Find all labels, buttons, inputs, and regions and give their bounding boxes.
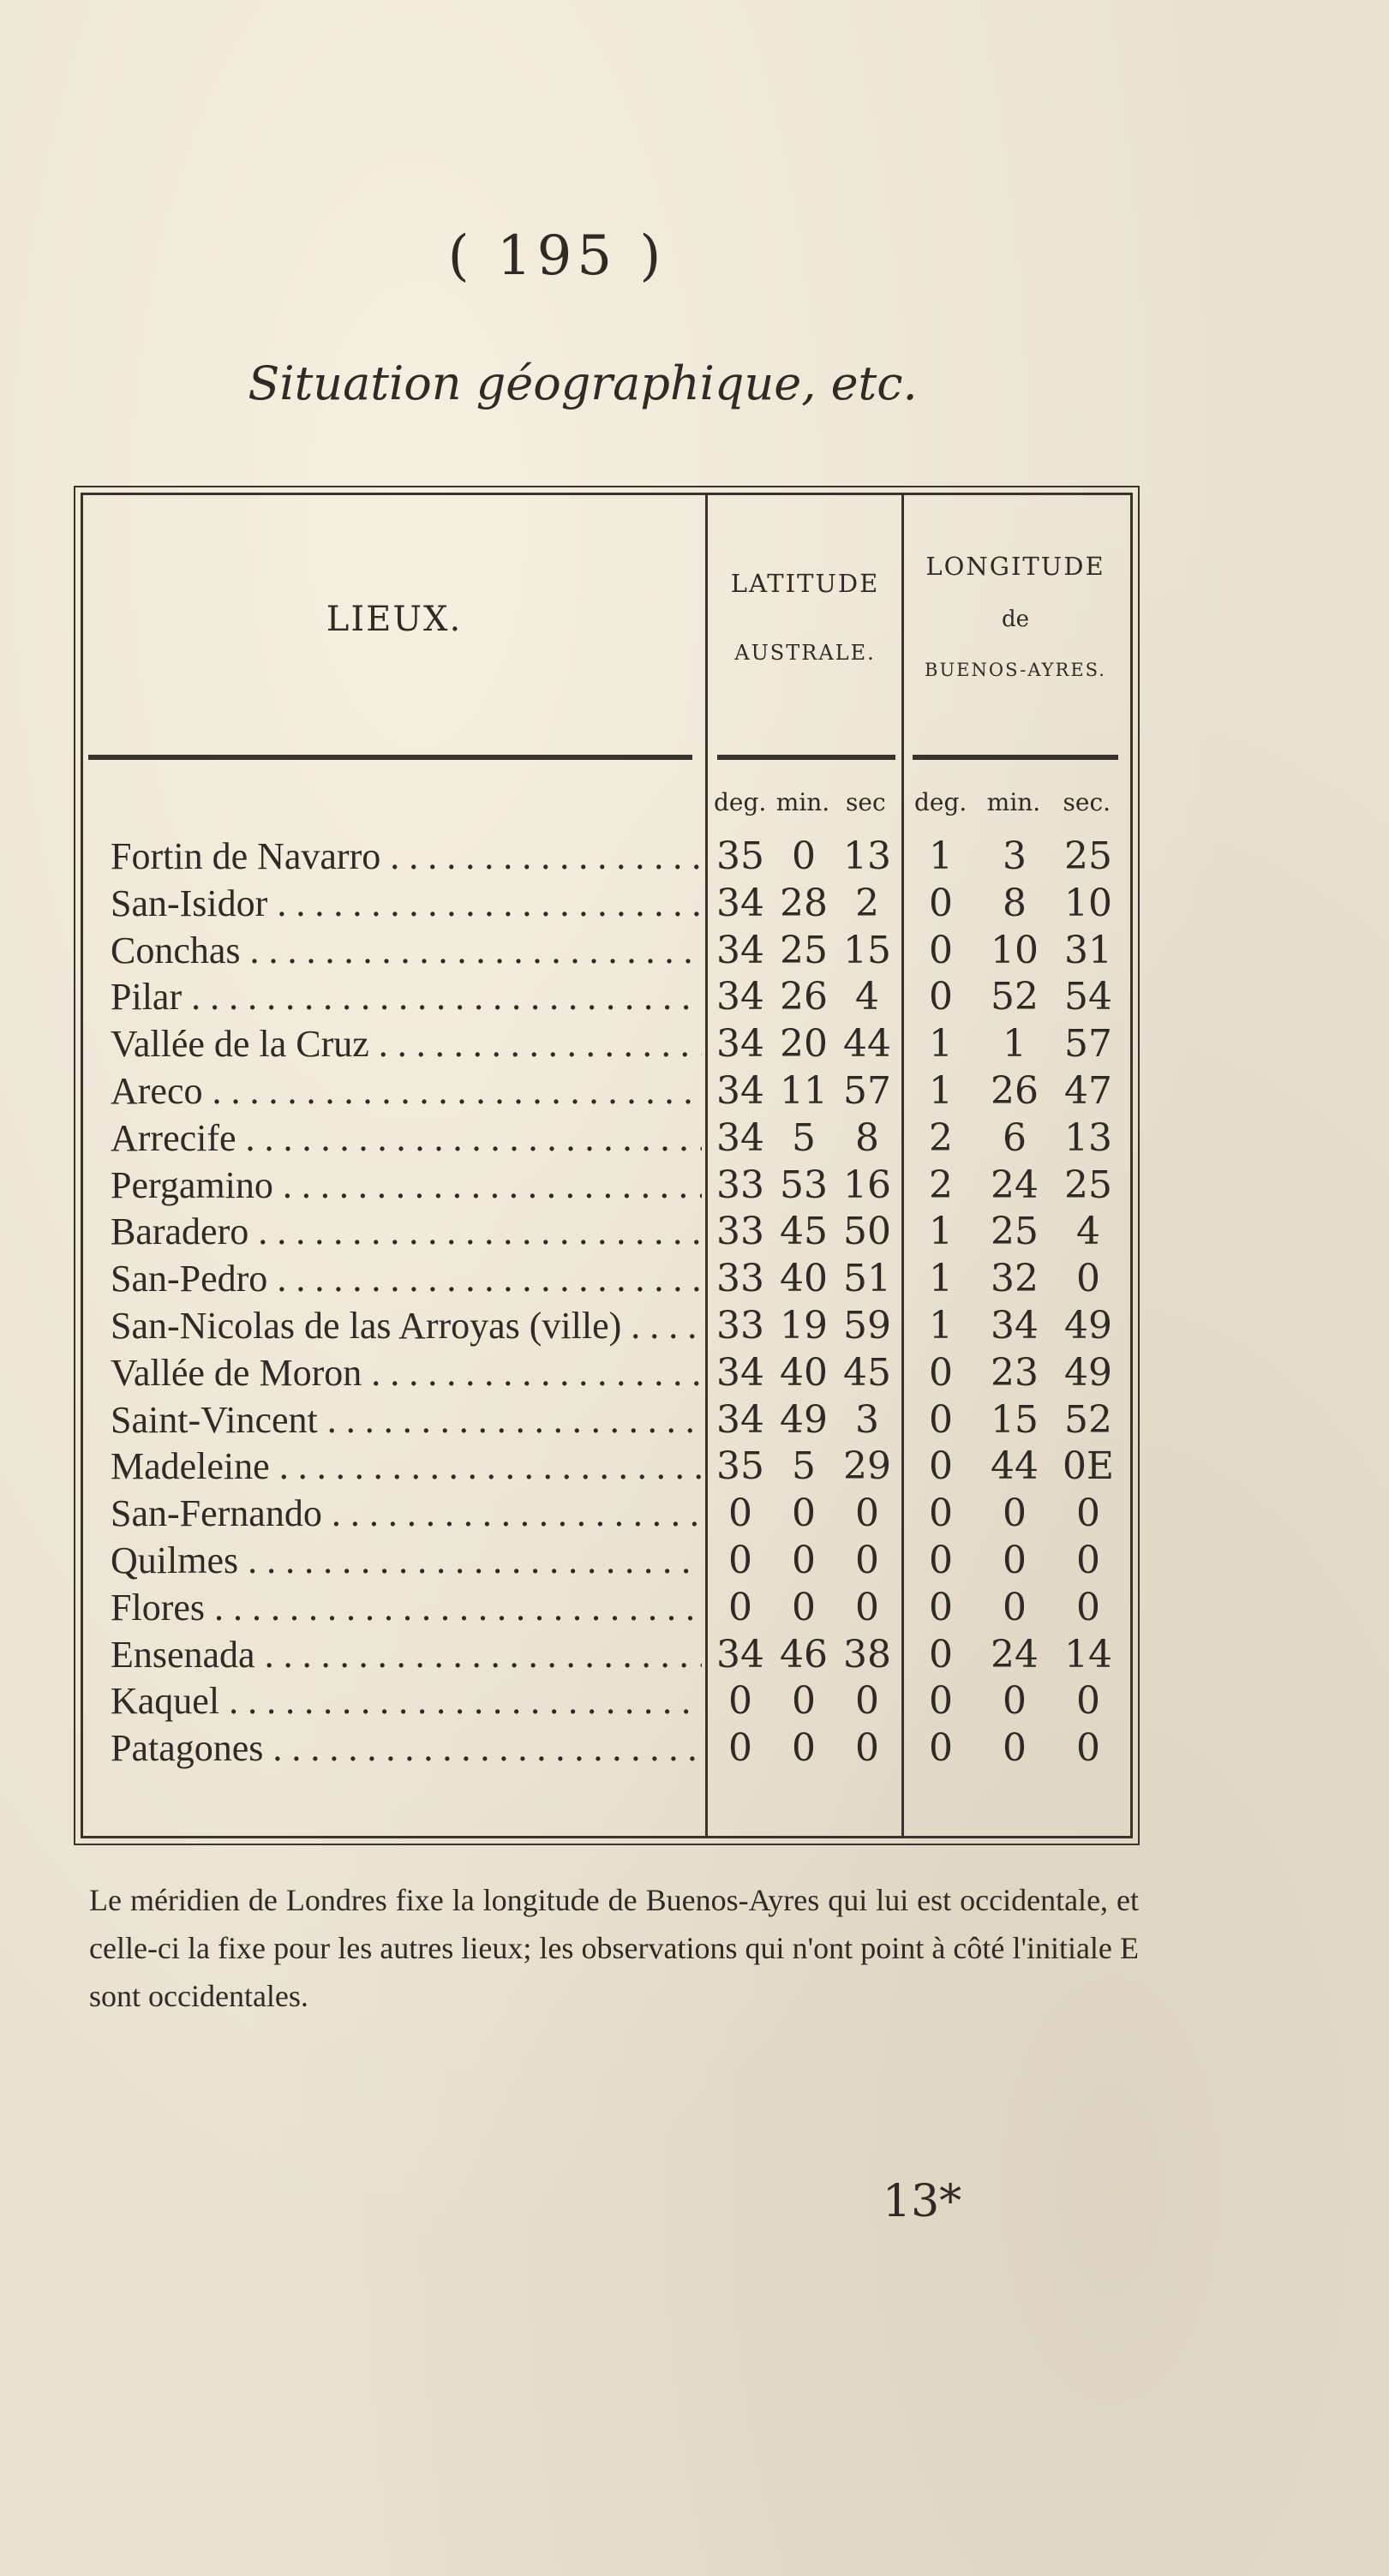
unit-label: sec. — [1063, 788, 1111, 816]
latitude-cells — [709, 1115, 899, 1162]
lon-value: 47 — [1064, 1068, 1112, 1113]
table-row — [83, 1397, 1130, 1444]
table-row — [83, 1303, 1130, 1350]
lon-value: 32 — [991, 1257, 1039, 1301]
place-name — [111, 1585, 702, 1632]
lat-value: 0 — [728, 1726, 752, 1771]
lon-value: 15 — [991, 1397, 1039, 1442]
lon-value: 34 — [991, 1303, 1039, 1348]
latitude-cells — [709, 1491, 899, 1538]
longitude-cells — [904, 881, 1125, 928]
lon-value: 24 — [991, 1162, 1039, 1207]
latitude-cells — [709, 881, 899, 928]
place-name — [111, 1256, 702, 1303]
table-row — [83, 1256, 1130, 1303]
longitude-cells — [904, 1256, 1125, 1303]
lon-value: 10 — [991, 928, 1039, 972]
lat-value: 4 — [855, 975, 879, 1019]
lat-value: 0 — [855, 1491, 879, 1536]
place-label: Kaquel — [111, 1680, 220, 1723]
header-longitude: LONGITUDE — [925, 552, 1105, 581]
place-name — [111, 974, 702, 1021]
lat-value: 29 — [843, 1444, 891, 1489]
place-label: San-Isidor — [111, 882, 268, 924]
table-row — [83, 1350, 1130, 1397]
table-row — [83, 1443, 1130, 1491]
lat-value: 3 — [855, 1397, 879, 1442]
place-label: Pilar — [111, 976, 183, 1019]
lat-value: 34 — [716, 1022, 764, 1067]
longitude-cells — [904, 974, 1125, 1021]
lon-value: 1 — [929, 1022, 953, 1067]
lat-value: 34 — [716, 1350, 764, 1395]
place-name — [111, 834, 702, 881]
latitude-cells — [709, 1397, 899, 1444]
lon-value: 0 — [929, 1585, 953, 1629]
lat-value: 25 — [780, 928, 828, 972]
header-rule — [717, 755, 895, 760]
lat-value: 0 — [728, 1538, 752, 1582]
longitude-cells — [904, 1162, 1125, 1210]
signature-mark: 13* — [883, 2176, 962, 2227]
lon-value: 0 — [929, 1444, 953, 1489]
lat-value: 19 — [780, 1303, 828, 1348]
lon-value: 8 — [1003, 881, 1027, 925]
lon-value: 4 — [1076, 1210, 1100, 1254]
place-name — [111, 1397, 702, 1444]
lat-value: 0 — [855, 1585, 879, 1629]
lon-value: 26 — [991, 1068, 1039, 1113]
lat-value: 33 — [716, 1162, 764, 1207]
lat-value: 34 — [716, 1632, 764, 1676]
place-name — [111, 1350, 702, 1397]
lon-value: 49 — [1064, 1350, 1112, 1395]
longitude-cells — [904, 1678, 1125, 1725]
table-row — [83, 974, 1130, 1021]
latitude-cells — [709, 974, 899, 1021]
lat-value: 20 — [780, 1022, 828, 1067]
table-row — [83, 1491, 1130, 1538]
unit-label: min. — [986, 788, 1041, 816]
lat-value: 34 — [716, 1068, 764, 1113]
place-name — [111, 881, 702, 928]
lat-value: 34 — [716, 975, 764, 1019]
table-row — [83, 1021, 1130, 1068]
table-body — [83, 834, 1130, 1772]
latitude-cells — [709, 1162, 899, 1210]
lon-value: 6 — [1003, 1115, 1027, 1160]
table-row — [83, 1115, 1130, 1162]
lon-value: 0 — [929, 975, 953, 1019]
place-label: Arrecife — [111, 1116, 236, 1159]
lat-value: 40 — [780, 1257, 828, 1301]
unit-label: deg. — [714, 788, 767, 816]
lon-value: 2 — [929, 1162, 953, 1207]
lat-value: 49 — [780, 1397, 828, 1442]
place-name — [111, 1303, 702, 1350]
place-name — [111, 1632, 702, 1679]
lon-value: 57 — [1064, 1022, 1112, 1067]
lon-value: 0 — [1076, 1257, 1100, 1301]
lat-value: 45 — [843, 1350, 891, 1395]
lon-value: 25 — [1064, 1162, 1112, 1207]
header-longitude-de: de — [1001, 607, 1030, 632]
unit-label: min. — [775, 788, 830, 816]
place-name — [111, 1115, 702, 1162]
lon-value: 0 — [1076, 1679, 1100, 1724]
latitude-cells — [709, 1585, 899, 1632]
longitude-cells — [904, 1303, 1125, 1350]
place-name — [111, 928, 702, 975]
page-number: ( 195 ) — [447, 224, 667, 288]
place-name — [111, 1209, 702, 1256]
lat-value: 0 — [792, 834, 816, 878]
longitude-cells — [904, 1397, 1125, 1444]
lon-value: 0E — [1062, 1444, 1115, 1489]
place-label: Flores — [111, 1586, 205, 1629]
lon-value: 23 — [991, 1350, 1039, 1395]
longitude-cells — [904, 928, 1125, 975]
place-label: Vallée de Moron — [111, 1351, 362, 1394]
place-label: San-Pedro — [111, 1258, 268, 1300]
lon-value: 0 — [1003, 1491, 1027, 1536]
lon-value: 0 — [1076, 1726, 1100, 1771]
place-label: San-Fernando — [111, 1492, 322, 1535]
lon-value: 1 — [929, 834, 953, 878]
place-label: Pergamino — [111, 1163, 273, 1206]
lon-value: 2 — [929, 1115, 953, 1160]
lat-value: 51 — [843, 1257, 891, 1301]
place-label: Quilmes — [111, 1539, 239, 1581]
lon-value: 13 — [1064, 1115, 1112, 1160]
lon-value: 0 — [929, 1538, 953, 1582]
lat-value: 0 — [728, 1679, 752, 1724]
unit-label: sec — [846, 788, 886, 816]
lon-value: 31 — [1064, 928, 1112, 972]
lat-value: 35 — [716, 834, 764, 878]
table-row — [83, 834, 1130, 881]
latitude-cells — [709, 1068, 899, 1115]
lat-value: 13 — [843, 834, 891, 878]
latitude-cells — [709, 1538, 899, 1585]
lon-value: 14 — [1064, 1632, 1112, 1676]
place-name — [111, 1678, 702, 1725]
lon-value: 0 — [1003, 1726, 1027, 1771]
lon-value: 52 — [1064, 1397, 1112, 1442]
table-row — [83, 881, 1130, 928]
lat-value: 0 — [792, 1726, 816, 1771]
lon-value: 0 — [1003, 1679, 1027, 1724]
longitude-cells — [904, 1443, 1125, 1491]
longitude-cells — [904, 1115, 1125, 1162]
header-latitude-sub: AUSTRALE. — [734, 641, 876, 665]
footnote: Le méridien de Londres fixe la longitude de Buenos-Ayres qui lui est occidentale, et celle-ci la fixe pour les autres lieux; les observations qui n'ont point à côté l'initiale E sont occidentales. — [89, 1883, 1139, 2013]
lat-value: 34 — [716, 1397, 764, 1442]
lat-value: 33 — [716, 1303, 764, 1348]
lat-value: 40 — [780, 1350, 828, 1395]
lat-value: 0 — [855, 1538, 879, 1582]
lon-value: 0 — [929, 1350, 953, 1395]
header-longitude-sub: BUENOS-AYRES. — [925, 660, 1106, 680]
lat-value: 34 — [716, 881, 764, 925]
longitude-cells — [904, 1491, 1125, 1538]
lon-value: 1 — [1003, 1022, 1027, 1067]
longitude-units — [904, 788, 1123, 816]
lon-value: 54 — [1064, 975, 1112, 1019]
table-row — [83, 1538, 1130, 1585]
table-row — [83, 1678, 1130, 1725]
lon-value: 25 — [991, 1210, 1039, 1254]
coordinates-table — [81, 493, 1133, 1838]
lat-value: 0 — [792, 1679, 816, 1724]
place-label: Vallée de la Cruz — [111, 1023, 369, 1066]
place-name — [111, 1443, 702, 1491]
table-row — [83, 1725, 1130, 1772]
header-lieux: LIEUX. — [326, 600, 463, 639]
latitude-units — [709, 788, 897, 816]
header-rule — [913, 755, 1118, 760]
lat-value: 5 — [792, 1444, 816, 1489]
lon-value: 49 — [1064, 1303, 1112, 1348]
lon-value: 0 — [929, 1491, 953, 1536]
longitude-cells — [904, 1350, 1125, 1397]
lon-value: 1 — [929, 1257, 953, 1301]
lon-value: 0 — [929, 881, 953, 925]
table-row — [83, 928, 1130, 975]
lat-value: 0 — [728, 1491, 752, 1536]
place-name — [111, 1068, 702, 1115]
lon-value: 44 — [991, 1444, 1039, 1489]
lon-value: 0 — [1003, 1538, 1027, 1582]
table-row — [83, 1632, 1130, 1679]
section-title: Situation géographique, etc. — [248, 356, 918, 410]
latitude-cells — [709, 1350, 899, 1397]
table-row — [83, 1585, 1130, 1632]
longitude-cells — [904, 1068, 1125, 1115]
place-label: Ensenada — [111, 1633, 255, 1676]
table-row — [83, 1162, 1130, 1210]
lat-value: 16 — [843, 1162, 891, 1207]
lat-value: 34 — [716, 928, 764, 972]
lon-value: 0 — [1076, 1585, 1100, 1629]
place-label: Madeleine — [111, 1445, 270, 1488]
lat-value: 57 — [843, 1068, 891, 1113]
latitude-cells — [709, 1021, 899, 1068]
place-name — [111, 1021, 702, 1068]
unit-label: deg. — [914, 788, 967, 816]
table-row — [83, 1068, 1130, 1115]
latitude-cells — [709, 1209, 899, 1256]
lat-value: 15 — [843, 928, 891, 972]
lat-value: 38 — [843, 1632, 891, 1676]
lat-value: 28 — [780, 881, 828, 925]
latitude-cells — [709, 1303, 899, 1350]
latitude-cells — [709, 834, 899, 881]
lon-value: 24 — [991, 1632, 1039, 1676]
place-name — [111, 1538, 702, 1585]
lon-value: 3 — [1003, 834, 1027, 878]
lat-value: 8 — [855, 1115, 879, 1160]
lon-value: 0 — [1076, 1491, 1100, 1536]
place-label: Fortin de Navarro — [111, 835, 381, 877]
latitude-cells — [709, 1632, 899, 1679]
lat-value: 59 — [843, 1303, 891, 1348]
lat-value: 53 — [780, 1162, 828, 1207]
lon-value: 1 — [929, 1303, 953, 1348]
longitude-cells — [904, 1725, 1125, 1772]
place-label: San-Nicolas de las Arroyas (ville) — [111, 1304, 622, 1347]
place-label: Saint-Vincent — [111, 1398, 318, 1441]
lat-value: 0 — [855, 1679, 879, 1724]
lat-value: 44 — [843, 1022, 891, 1067]
lat-value: 35 — [716, 1444, 764, 1489]
lat-value: 2 — [855, 881, 879, 925]
place-label: Baradero — [111, 1210, 249, 1253]
table-row — [83, 1209, 1130, 1256]
longitude-cells — [904, 1538, 1125, 1585]
longitude-cells — [904, 1585, 1125, 1632]
latitude-cells — [709, 1443, 899, 1491]
longitude-cells — [904, 1209, 1125, 1256]
longitude-cells — [904, 1632, 1125, 1679]
lon-value: 0 — [929, 1679, 953, 1724]
longitude-cells — [904, 834, 1125, 881]
lat-value: 11 — [780, 1068, 828, 1113]
lat-value: 26 — [780, 975, 828, 1019]
lon-value: 25 — [1064, 834, 1112, 878]
place-label: Patagones — [111, 1727, 264, 1770]
latitude-cells — [709, 1256, 899, 1303]
lon-value: 0 — [929, 1632, 953, 1676]
lon-value: 0 — [929, 1397, 953, 1442]
lat-value: 0 — [855, 1726, 879, 1771]
lon-value: 0 — [1003, 1585, 1027, 1629]
lat-value: 0 — [792, 1491, 816, 1536]
lat-value: 0 — [792, 1538, 816, 1582]
lat-value: 0 — [728, 1585, 752, 1629]
latitude-cells — [709, 928, 899, 975]
lon-value: 1 — [929, 1210, 953, 1254]
lon-value: 0 — [929, 1726, 953, 1771]
lat-value: 34 — [716, 1115, 764, 1160]
place-label: Areco — [111, 1069, 203, 1112]
lat-value: 50 — [843, 1210, 891, 1254]
header-rule — [88, 755, 692, 760]
place-name — [111, 1162, 702, 1210]
lat-value: 33 — [716, 1210, 764, 1254]
lat-value: 45 — [780, 1210, 828, 1254]
latitude-cells — [709, 1678, 899, 1725]
lat-value: 0 — [792, 1585, 816, 1629]
lon-value: 52 — [991, 975, 1039, 1019]
place-name — [111, 1491, 702, 1538]
lat-value: 33 — [716, 1257, 764, 1301]
lat-value: 5 — [792, 1115, 816, 1160]
header-latitude: LATITUDE — [730, 569, 880, 598]
lon-value: 0 — [929, 928, 953, 972]
lon-value: 10 — [1064, 881, 1112, 925]
latitude-cells — [709, 1725, 899, 1772]
lon-value: 1 — [929, 1068, 953, 1113]
lon-value: 0 — [1076, 1538, 1100, 1582]
lat-value: 46 — [780, 1632, 828, 1676]
longitude-cells — [904, 1021, 1125, 1068]
place-label: Conchas — [111, 929, 241, 971]
place-name — [111, 1725, 702, 1772]
